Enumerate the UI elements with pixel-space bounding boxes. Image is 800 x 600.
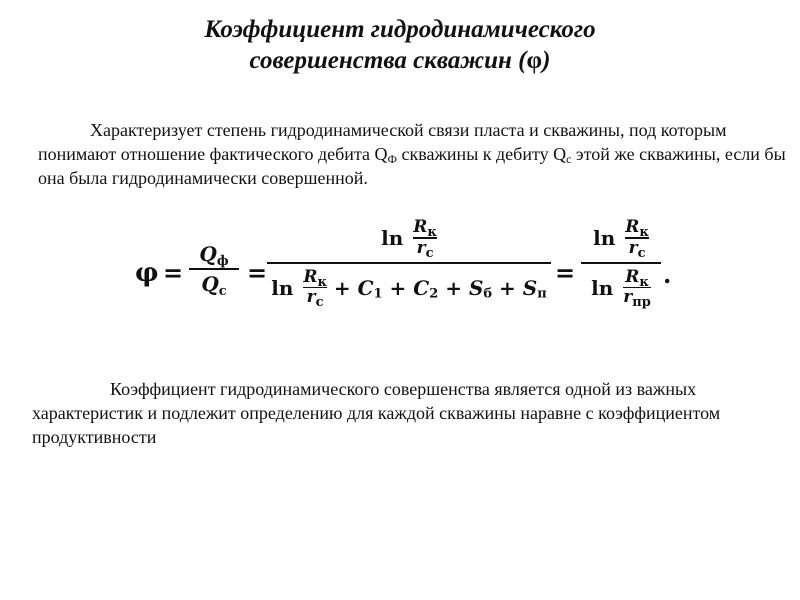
formula-equals-1: = xyxy=(163,258,184,287)
formula xyxy=(135,218,675,348)
main-fraction-bar xyxy=(267,262,551,264)
main-denominator: ln $\frac{R_к}{r_с}$ + $C_1 + C_2 + S_б + S_п$ xyxy=(271,266,547,310)
title-line-2: совершенства скважин (φ) xyxy=(249,47,551,74)
formula-equals-3: = xyxy=(555,258,576,287)
definition-paragraph: Характеризует степень гидродинамической связи пласта и скважины, под которым понимают отношение фактического дебита $Q_Ф$ скважины к дебиту $Q_с$ этой же скважины, если бы она была гидродинамически совершенной. xyxy=(38,120,786,188)
right-fraction-bar xyxy=(581,262,661,264)
slide-title xyxy=(0,14,800,76)
main-fraction xyxy=(267,217,551,310)
formula-equals-2: = xyxy=(247,258,268,287)
right-denominator: ln $\frac{R_к}{r_{пр}}$ xyxy=(591,266,651,310)
fraction-bar xyxy=(189,268,239,270)
right-numerator: ln $\frac{R_к}{r_с}$ xyxy=(593,217,649,261)
title-line-1: Коэффициент гидродинамического xyxy=(204,16,596,43)
right-fraction xyxy=(581,217,661,310)
q-ratio-numerator: $Q_ф$ xyxy=(199,242,229,269)
main-numerator: ln $\frac{R_к}{r_с}$ xyxy=(381,217,437,261)
q-ratio-fraction xyxy=(189,242,239,299)
formula-phi: φ xyxy=(135,258,159,288)
importance-paragraph: Коэффициент гидродинамического совершенства является одной из важных характеристик и подлежит определению для каждой скважины наравне с коэффициентом продуктивности xyxy=(32,379,721,447)
formula-period: . xyxy=(663,260,672,289)
phi-symbol: φ xyxy=(526,47,543,74)
q-ratio-denominator: $Q_с$ xyxy=(201,272,227,299)
